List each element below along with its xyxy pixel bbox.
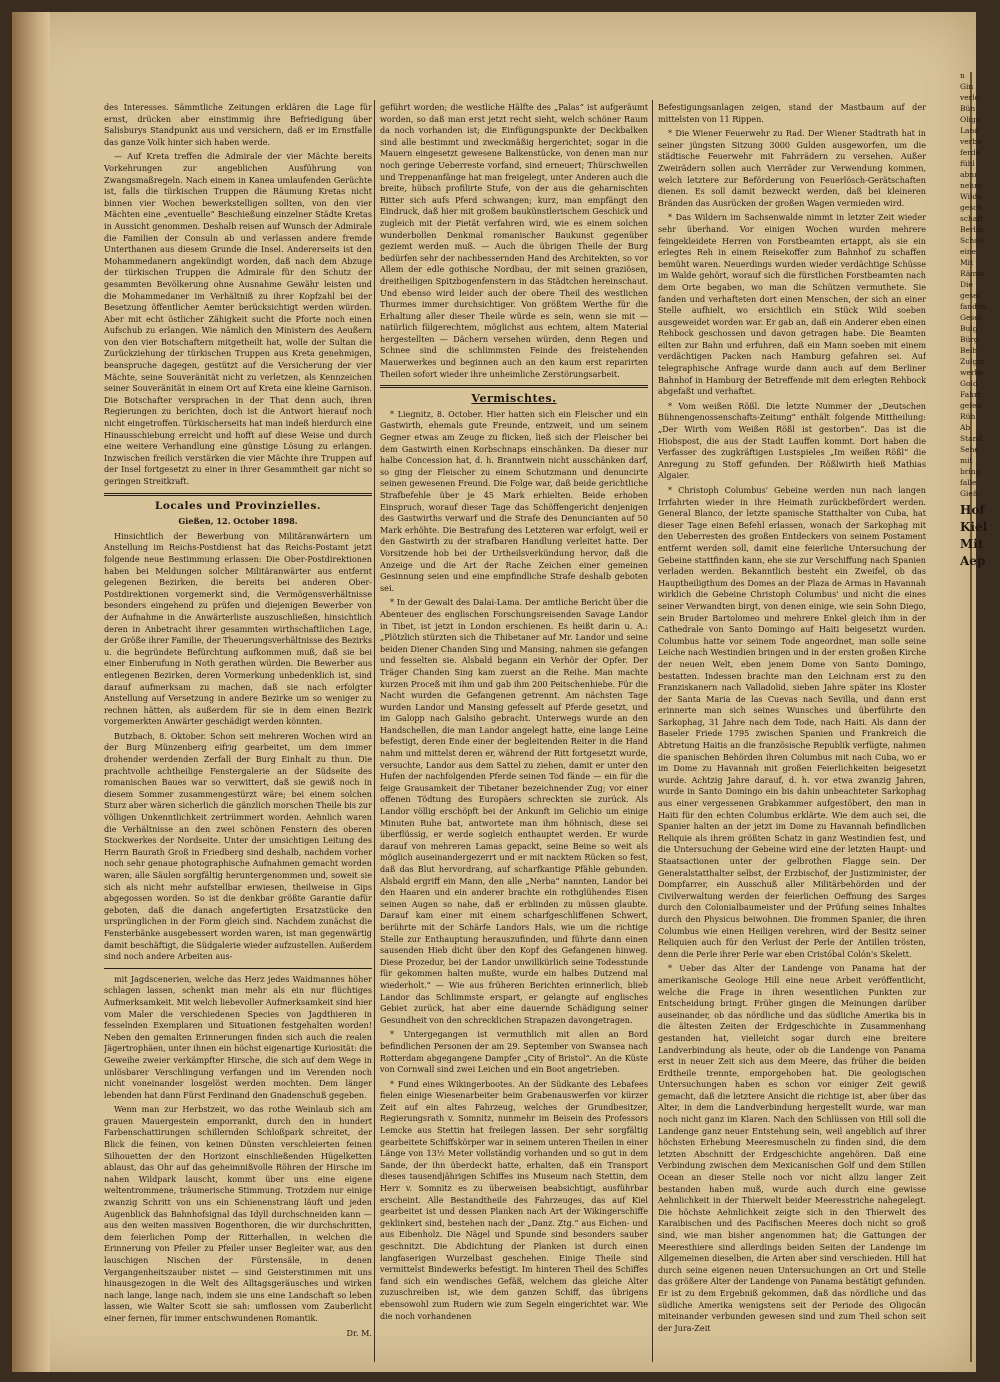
article-burg-continued: geführt worden; die westliche Hälfte des „Palas“ ist aufgeräumt worden, so daß man erst jetzt recht sieht, welch schöner Raum da noch vorhanden ist; die Einfügungspunkte der Deckbalken sind alle bestimmt und zweckmäßig hergerichtet; sogar in die Mauern eingesetzt gewesene Balkenstücke, von denen man nur noch geringe Ueberreste vorfand, sind erneuert; Thürschwellen und Treppenanfänge hat man freigelegt, unter Anderen auch die breite, hübsch profilirte Stufe, von der aus die geharnischten Ritter sich aufs Pferd schwangen; kurz, man empfängt den Eindruck, daß hier mit großem baukünstlerischem Geschick und zugleich mit der Pietät verfahren wird, wie es einem solchen wunderbollen Denkmal romanischer Baukunst gegenüber geziemt werden muß. — Auch die übrigen Theile der Burg bedürfen sehr der nachbessernden Hand des Architekten, so vor Allem der edle gothische Nordbau, der mit seinen graziösen, dreitheiligen Spitzbogenfenstern in das Städtchen hereinschaut. Und ebenso wird leider auch der obere Theil des westlichen Thurmes immer durchsichtiger. Von größtem Werthe für die Erhaltung aller dieser Theile würde es sein, wenn sie mit — natürlich fülgerechtem, möglichst aus echtem, altem Material hergestellten — Dächern versehen würden, denn Regen und Schnee sind die schlimmsten Feinde des freistehenden Mauerwerkes und beginnen auch an den kaum erst reparirten Theilen sofort wieder ihre unheimliche Zerstörungsarbeit. [380,102,648,379]
feuilleton-jagd: mit Jagdscenerien, welche das Herz jedes Waidmannes höher schlagen lassen, schenkt man mehr als ein nur flüchtiges Aufmerksamkeit. Mit welch liebevoller Aufmerksamkeit sind hier vom Maler die verschiedenen Species von Jagdthieren in fesselnden Exemplaren und Situationen festgehalten worden! Neben den gemalten Erinnerungen finden sich auch die realen Jägertrophäen, unter ihnen ein höchst eigenartige Kuriosität: die Geweihe zweier verkämpfter Hirsche, die sich auf dem Wege in unlösbarer Verschlingung verfangen und im Verenden noch nicht voneinander losgelöst werden mochten. Dem länger lebenden hat dann Fürst Ferdinand den Gnadenschuß gegeben. [104,973,372,1100]
section-heading-misc: Vermischtes. [471,392,557,406]
article-kreta: — Auf Kreta treffen die Admirale der vier Mächte bereits Vorkehrungen zur angeblichen Ausführung von Zwangsmaßregeln. Nach einem in Kanea umlaufenden Gerüchte ist, falls die türkischen Truppen die Räumung Kretas nicht binnen vier Wochen bewerkstelligen sollten, von den vier Mächten eine „eventuelle“ Beschießung einzelner Städte Kretas in Aussicht genommen. Deshalb reisen auf Wunsch der Admirale die Familien der Consuln ab und verlassen andere fremde Unterthanen aus diesem Grunde die Insel. Andererseits ist den Mohammedanern angekündigt worden, daß nach dem Abzuge der türkischen Truppen die Admirale für den Schutz der gesammten Bevölkerung ohne Ausnahme Gewähr leisten und die Mohammedaner im Verhältniß zu ihrer Kopfzahl bei der Besetzung öffentlicher Aemter berücksichtigt werden würden. Aber mit echt östlicher Zähigkeit sucht die Pforte noch einen Aufschub zu erlangen. Wie nämlich den Ministern des Aeußern von den vier Botschaftern mitgetheilt hat, wolle der Sultan die Zurückziehung der türkischen Truppen aus Kreta genehmigen, beanspruche dagegen, gestützt auf die Versicherung der vier Mächte, seine Souveränität nicht zu verletzen, als Kennzeichen seiner Souveränität in einem Ort auf Kreta eine kleine Garnison. Die Botschafter versprachen in der That denn auch, ihren Regierungen zu berichten, doch ist die Antwort hierauf noch nicht eingetroffen. Türkischerseits hat man indeß hierdurch eine Hinausschiebung erreicht und hofft auf diese Weise und durch eine weitere Verhandlung eine günstige Lösung zu erlangen. Inzwischen freilich verstärken die vier Mächte ihre Truppen auf der Insel fortgesetzt zu einer in ihrer Gesammtheit gar nicht so geringen Streitkraft. [104,151,372,486]
article-sachsenwald: * Das Wildern im Sachsenwalde nimmt in letzter Zeit wieder sehr überhand. Vor einigen Wochen wurden mehrere feingekleidete Herren von Forstbeamten ertappt, als sie ein erlegtes Reh in einem Reisekoffer zum Bahnhof zu schaffen bemüht waren. Neuerdings wurden wieder verdächtige Schüsse im Walde gehört, worauf sich die fürstlichen Forstbeamten nach dem Orte begaben, wo man die Schützen vermuthete. Sie fanden und verhafteten dort einen Menschen, der sich an einer Stelle aufhielt, wo ersichtlich ein Stück Wild soeben ausgeweidet worden war. Er gab an, daß ein Anderer eben einen Rehbock geschossen und davon getragen habe. Die Beamten eilten zur Bahn und erfuhren, daß ein Mann soeben mit einem verdächtigen Packen nach Hamburg gefahren sei. Auf telegraphische Anfrage wurde dann auch auf dem Berliner Bahnhof in Hamburg der Betreffende mit dem erlegten Rehbock abgefaßt und verhaftet. [658,212,926,397]
fragment-line: Land [960,126,980,135]
fragment-line: Schoö [960,236,984,245]
fragment-line: verlo [960,93,980,102]
fragment-line: schaft [960,214,984,223]
article-dalai-lama: * In der Gewalt des Dalai-Lama. Der amtliche Bericht über die Abenteuer des englischen Forschungsreisenden Savage Landor in Tibet, ist jetzt in London erschienen. Es heißt darin u. A.: „Plötzlich stürzten sich die Thibetaner auf Mr. Landor und seine beiden Diener Chanden Sing und Mansing, nahmen sie gefangen und fesselten sie. Alsbald begann ein Verhör der Opfer. Der Träger Chanden Sing kam zuerst an die Reihe. Man machte kurzen Proceß mit ihm und gab ihm 200 Peitschenhiebe. Für die Nacht wurden die Gefangenen getrennt. Am nächsten Tage wurden Landor und Mansing gefesselt auf Pferde gesetzt, und im Galopp nach Galsiho gebracht. Unterwegs wurde an den Handschellen, die man Landor angelegt hatte, eine lange Leine befestigt, deren Ende einer der begleitenden Reiter in die Hand nahm und mittelst deren er, während der Ritt fortgesetzt wurde, versuchte, Landor aus dem Sattel zu ziehen, damit er unter den Hufen der nachfolgenden Pferde seinen Tod fände — ein für die feige Grausamkeit der Tibetaner bezeichnender Zug; vor einer offenen Tödtung des Europäers schreckten sie zurück. Als Landor völlig erschöpft bei der Ankunft im Gelichio um einige Minuten Ruhe bat, antwortete man ihm höhnisch, diese sei überflüssig, er werde sogleich enthauptet werden. Er wurde darauf von mehreren Lamas gepackt, seine Beine so weit als möglich auseinandergezerrt und er mit nacktem Rücken so fest, daß das Blut hervordrang, auf scharfkantige Pfähle gebunden. Alsbald ergriff ein Mann, den alle „Nerba“ nannten, Landor bei den Haaren und ein anderer brachte ein rothglühendes Eisen seinen Augen so nahe, daß er erblinden zu müssen glaubte. Darauf kam einer mit einem scharfgeschliffenen Schwert, berührte mit der Schärfe Landors Hals, wie um die richtige Stelle zur Enthauptung herauszufinden, und führte dann einen sausenden Hieb dicht über den Kopf des Gefangenen hinweg. Diese Prozedur, bei der Landor unwillkürlich seine Todesstunde für gekommen halten mußte, wurde ein halbes Dutzend mal wiederholt.“ — Wie aus früheren Berichten erinnerlich, blieb Landor das Schlimmste erspart, er gelangte auf englisches Gebiet zurück, hat aber eine dauernde Schädigung seiner Gesundheit von den schrecklichen Strapazen davongetragen. [380,597,648,1025]
fragment-line: Gesel [960,313,982,322]
fragment-line: Rüh [960,412,976,421]
section-heading-local: Locales und Provinzielles. [154,499,322,512]
column-3 [658,102,926,1367]
fragment-line: Gieß [960,489,978,498]
fragment-line: n [960,71,965,80]
ad-fragment-mit: Mit [960,537,984,551]
article-butzbach: Butzbach, 8. Oktober. Schon seit mehreren Wochen wird an der Burg Münzenberg eifrig gearbeitet, um dem immer drohender werdenden Zerfall der Burg Einhalt zu thun. Die prachtvolle achtheilige Fenstergalerie an der Südseite des romanischen Baues war so verwittert, daß sie gewiß noch in diesem Sommer zusammengestürzt wäre; bei einem solchen Sturz aber wären sicherlich die gänzlich morschen Theile bis zur völligen Unkenntlichkeit zertrümmert worden. Aehnlich waren die Verhältnisse an den zwei schönen Fenstern des oberen Stockwerkes der Nordseite. Unter der umsichtigen Leitung des Herrn Baurath Groß in Friedberg sind deshalb, nachdem vorher noch sehr genaue photographische Aufnahmen gemacht worden waren, alle Säulen sorgfältig heruntergenommen und, soweit sie sich als nicht mehr aufstellbar erwiesen, theilweise in Gips abgegossen worden. So ist die denkbar größte Garantie dafür geboten, daß die danach angefertigten Ersatzstücke den ursprünglichen in der Form gleich sind. Nachdem zunächst die Fensterbänke ausgebessert worden waren, ist man gegenwärtig damit beschäftigt, die Südgalerie wieder aufzustellen. Außerdem sind noch andere Arbeiten aus- [104,730,372,962]
article-columbus: * Christoph Columbus' Gebeine werden nun nach langen Irrfahrten wieder in ihre Heimath zurückbefördert werden. General Blanco, der letzte spanische Statthalter von Cuba, hat dieser Tage einen Befehl erlassen, wonach der Sarkophag mit den Ueberresten des großen Entdeckers von seinem Postament entfernt werden soll, damit eine feierliche Untersuchung der Gebeine stattfinden kann, ehe sie zur Verschiffung nach Spanien verladen werden. Bekanntlich besteht ein Zweifel, ob das Hauptheiligthum des Domes an der Plaza de Armas in Havannah wirklich die Gebeine Christoph Columbus' und nicht die eines seiner Verwandten birgt, von denen einige, wie sein Sohn Diego, sein Bruder Bartolomeo und mehrere Enkel gleich ihm in der Cathedrale von Santo Domingo auf Haiti beigesetzt wurden. Columbus hatte vor seinem Tode angeordnet, man solle seine Leiche nach Westindien bringen und in der ersten großen Kirche der neuen Welt, eben jenem Dome von Santo Domingo, bestatten. Indessen brachte man den Leichnam erst zu den Franziskanern nach Valladolid, sieben Jahre später ins Kloster der Santa Maria de las Cuevas nach Sevilla, und dann erst erinnerte man sich seines Wunsches und überführte den Sarkophag, 31 Jahre nach dem Tode, nach Haiti. Als dann der Baseler Friede 1795 zwischen Spanien und Frankreich die Abtretung Haitis an die französische Republik verfügte, nahmen die spanischen Behörden ihren Columbus mit nach Cuba, wo er im Dome zu Havannah mit großen Feierlichkeiten beigesetzt wurde. Achtzig Jahre darauf, d. h. vor etwa zwanzig Jahren, wurde in Santo Domingo ein bis dahin unbeachteter Sarkophag aus einer vergessenen Grabkammer aufgestöbert, den man in Haiti für den echten Columbus erklärte. Wie dem auch sei, die Spanier halten an der jetzt im Dome zu Havannah befindlichen Reliquie als ihrem größten Schatz in ganz Westindien fest, und die Untersuchung der Gebeine wird eine der letzten Haupt- und Staatsactionen unter der gelbrothen Flagge sein. Der Generalstatthalter selbst, der Erzbischof, der Justizminister, der Dompfarrer, ein Ausschuß aller Militärbehörden und der Civilverwaltung werden der feierlichen Oeffnung des Sarges durch den Colonialbaumeister und der Prüfung seines Inhaltes durch den Physicus beiwohnen. Die frommen Spanier, die ihren Columbus wie einen Heiligen verehren, wird der Besitz seiner Reliquien auch für den Verlust der Perle der Antillen trösten, denn die Perle ihrer Perle war eben Cristóbal Colón's Skelett. [658,485,926,959]
article-dampfer: * Untergegangen ist vermuthlich mit allen an Bord befindlichen Personen der am 29. September von Swansea nach Rotterdam abgegangene Dampfer „City of Bristol“. An die Küste von Cornwall sind zwei Leichen und ein Boot angetrieben. [380,1029,648,1075]
feuilleton-herbst: Wenn man zur Herbstzeit, wo das rothe Weinlaub sich am grauen Mauergestein emporrankt, durch den in hundert Farbenschattirungen schillernden Schloßpark schreitet, der Blick die feinen, von keinen Dünsten verschleierten feinen Silhouetten der den Horizont einschließenden Hügelketten ablaust, das Ohr auf das geheimnißvolle Röhren der Hirsche im nahen Wildpark lauscht, kommt über uns eine eigene weltentrommene, träumerische Stimmung. Trotzdem nur einige zwanzig Schritt von uns ein Schienenstrang läuft und jeden Augenblick das Bahnhofsignal das Idyll durchschneiden kann — aus den weiten massiven Bogenthoren, die wir durchschritten, dem feierlichen Pomp der Ritterhallen, in welchen die Erinnerung von Pfeiler zu Pfeiler unser Begleiter war, aus den lauschigen Nischen der Fürstensäle, in denen Vergangenheitszauber nistet — sind Geisterstimmen mit uns hinausgezogen in die Welt des Alltagsgeräusches und wirken nach lange, lange nach, indem sie uns eine Landschaft so leben lassen, wie Walter Scott sie sah: umflossen vom Zauberlicht einer fernen, für immer entschwundenen Romantik. [104,1104,372,1323]
fragment-list [960,70,998,499]
fragment-line: nehm [960,181,982,190]
article-panama: * Ueber das Alter der Landenge von Panama hat der amerikanische Geologe Hill eine neue Arbeit veröffentlicht, welche die Frage in ihren wesentlichen Punkten zur Entscheidung bringt. Früher gingen die Meinungen darüber auseinander, ob das nördliche und das südliche Amerika bis in die ältesten Zeiten der Erdgeschichte in Zusammenhang gestanden hat, vielleicht sogar durch eine breitere Landverbindung als heute, oder ob die Landenge von Panama erst in neuer Zeit sich aus dem Meere, das früher die beiden Erdtheile trennte, emporgehoben hat. Die geologischen Untersuchungen haben es schon vor einiger Zeit gewiß gemacht, daß die letztere Ansicht die richtige ist, aber über das Alter, in dem die Landverbindung hergestellt wurde, war man noch nicht ganz im Klaren. Nach den Schlüssen von Hill soll die Landenge ganz neuer Entstehung sein, weil angeblich auf ihrer höchsten Erhebung Meeresmuscheln zu finden sind, die dem letzten Abschnitt der Erdgeschichte angehören. Daß eine Verbindung zwischen dem Mexicanischen Golf und dem Stillen Ocean an dieser Stelle noch vor nicht allzu langer Zeit bestanden haben muß, wurde auch durch eine gewisse Aehnlichkeit in der Thierwelt beider Meeresstriche nahegelegt. Die höchste Aehnlichkeit zeigte sich in den Thierwelt des Karaibischen und des Pacifischen Meeres doch nicht so groß sind, wie man bisher angenommen hat; die Gattungen der Meeresthiere sind allerdings beiden Seiten der Landenge im Allgemeinen dieselben, die Arten aber sind verschieden. Hill hat durch seine eigenen neuen Untersuchungen an Ort und Stelle das größere Alter der Landenge von Panama bestätigt gefunden. Er ist zu dem Ergebniß gekommen, daß das nördliche und das südliche Amerika wenigstens seit der Periode des Oligocän miteinander verbunden gewesen sind und zum Theil schon seit der Jura-Zeit [658,963,926,1333]
fragment-line: Beih [960,346,978,355]
fragment-line: falle [960,478,977,487]
article-feuerwehr: * Die Wiener Feuerwehr zu Rad. Der Wiener Stadtrath hat in seiner jüngsten Sitzung 3000 Gulden ausgeworfen, um die städtische Feuerwehr mit Fahrrädern zu versehen. Außer Zweirädern sollen auch Vierräder zur Verwendung kommen, welch letztere zur Beförderung von Feuerlösch-Gerätschaften dienen. Es soll damit bezweckt werden, daß bei kleineren Bränden das Ausrücken der großen Wagen vermieden wird. [658,128,926,208]
fragment-line: ferde [960,148,981,157]
fragment-line: eine [960,247,977,256]
fragment-line: mit [960,456,973,465]
fragment-line: Gin [960,82,974,91]
author-signature: Dr. M. [346,1327,372,1338]
article-wikingerboot-end: Befestigungsanlagen zeigen, stand der Mastbaum auf der mittelsten von 11 Rippen. [658,102,926,124]
fragment-line: gesel [960,291,980,300]
fragment-line: abnı [960,170,977,179]
adjacent-page-fragments [960,70,998,1360]
article-liegnitz: * Liegnitz, 8. October. Hier hatten sich ein Fleischer und ein Gastwirth, ehemals gute Freunde, entzweit, und um seinem Gegner etwas am Zeuge zu flicken, ließ sich der Fleischer bei dem Gastwirth einen Korbschnaps einschänken. Da dieser nur halbe Concession hat, d. h. Branntwein nicht ausschänken darf, so ging der Fleischer zu einem Schutzmann und denuncirte seinen gewesenen Freund. Die Folge war, daß beide gerichtliche Strafbefehle über je 45 Mark erhielten. Beide erhoben Einspruch, worauf dieser Tage das Schöffengericht denjenigen des Gastwirths verwarf und die Strafe des Denuncianten auf 50 Mark erhöhte. Die Bestrafung des Letzteren war erfolgt, weil er den Gastwirth zu der strafbaren Handlung verleitet hatte. Der Vorsitzende hob bei der Urtheilsverkündung hervor, daß die Anzeige und die Art der Rache Zeichen einer gemeinen Gesinnung seien und eine empfindliche Strafe deshalb geboten sei. [380,408,648,593]
article-militaeranwaerter: Hinsichtlich der Bewerbung von Militäranwärtern um Anstellung im Reichs-Postdienst hat das Reichs-Postamt jetzt folgende neue Bestimmung erlassen: Die Ober-Postdirektionen haben bei Meldungen solcher Militäranwärter aus entfernt gelegenen Bezirken, die bereits bei anderen Ober-Postdirektionen vorgemerkt sind, die Vermögensverhältnisse besonders eingehend zu prüfen und diejenigen Bewerber von der Aufnahme in die Anwärterliste auszuschließen, hinsichtlich deren in Anbetracht ihrer gesammten wirthschaftlichen Lage, der Größe ihrer Familie, der Theuerungsverhältnisse des Bezirks u. die begründete Befürchtung aufkommen muß, daß sie bei einer Einberufung in Noth gerathen würden. Die Bewerber aus entlegenen Bezirken, deren Vormerkung unbedenklich ist, sind darauf aufmerksam zu machen, daß sie nach erfolgter Anstellung auf Versetzung in andere Bezirke um so weniger zu rechnen hätten, als außerdem für sie in dem einen Bezirk vorgemerkten Anwärter geschädigt werden könnten. [104,530,372,727]
fragment-line: fühl [960,159,975,168]
fragment-line: Berlin [960,225,984,234]
fragment-line: Zulgm [960,357,985,366]
section-divider [380,385,648,388]
fragment-line: Bulg [960,324,978,333]
fragment-line: Oligo [960,115,981,124]
fragment-line: Stand [960,434,983,443]
fragment-line: bring [960,467,981,476]
ad-fragment-aep: Aep [960,554,986,568]
fragment-line: Gold [960,379,978,388]
ad-fragment-kiel: Kiel [960,520,988,534]
fragment-line: werke [960,368,984,377]
fragment-line: Mit [960,258,974,267]
book-binding [12,12,50,1372]
article-wikingerboot: * Fund eines Wikingerbootes. An der Südkante des Lebafees fielen einige Wiesenarbeiter beim Grabenauswerfen vor kürzer Zeit auf ein altes Fahrzeug, welches der Grundbesitzer, Regierungsrath v. Somnitz, nunmehr im Beisein des Professors Lemcke aus Stettin hat freilegen lassen. Der sehr sorgfältig gearbeitete Schiffskörper war in seinem unteren Theilen in einer Länge von 13½ Meter vollständig vorhanden und so gut in dem Sande, der ihn überdeckt hatte, erhalten, daß ein Transport dieses tausendjährigen Schiffes ins Museum nach Stettin, dem Herr v. Somnitz es zu überweisen beabsichtigt, ausführbar erscheint. Alle Bestandtheile des Fahrzeuges, das auf Kiel gearbeitet ist und dessen Planken nach Art der Wikingerschiffe geklinkert sind, bestehen nach der „Danz. Ztg.“ aus Eichen- und aus Eibenholz. Die Nägel und Spunde sind besonders sauber geschnitzt. Die Abdichtung der Planken ist durch einen langfaserigen Wurzelbast geschehen. Einige Theile sind vermittelst Bindewerks befestigt. Im hinteren Theil des Schiffes fand sich ein wendisches Gefäß, welchem das gleiche Alter zuzuschreiben ist, wie dem ganzen Schiff, das übrigens ebensowohl zum Rudern wie zum Segeln eingerichtet war. Wie die noch vorhandenen [380,1078,648,1321]
column-rule [652,100,653,1362]
section-divider [104,493,372,496]
fragment-line: Die [960,280,973,289]
ad-fragment-hof: Hof [960,503,985,517]
article-intro: des Interesses. Sämmtliche Zeitungen erklären die Lage für ernst, drücken aber einstimmig ihre Befriedigung über Salisburys Standpunkt aus und versichern, daß er im Ernstfalle das ganze Volk hinter sich haben werde. [104,102,372,147]
fragment-line: Bürg [960,335,979,344]
fragment-line: Rämm [960,269,985,278]
fragment-line: Fahrr [960,390,982,399]
feuilleton-divider [104,968,372,969]
newspaper-page [12,12,976,1372]
fragment-line: verbu [960,137,982,146]
fragment-line: gesch [960,203,983,212]
fragment-line: Wildu [960,192,983,201]
fragment-line: gefen [960,401,982,410]
column-2 [380,102,648,1367]
article-weisses-roessl: * Vom weißen Rößl. Die letzte Nummer der „Deutschen Bühnengenossenschafts-Zeitung“ enthält folgende Mittheilung: „Der Wirth vom Weißen Rößl ist gestorben“. Das ist die Hiobspost, die aus der Stadt Lauffen kommt. Dort haben die Verfasser des zugkräftigen Lustspieles „Im weißen Rößl“ die Anregung zu Stoff gefunden. Der Rößlwirth hieß Mathias Algaier. [658,400,926,481]
dateline: Gießen, 12. October 1898. [178,516,298,527]
fragment-line: fanden [960,302,987,311]
column-1 [104,102,372,1362]
fragment-line: Ab [960,423,971,432]
fragment-line: Bün [960,104,976,113]
column-rule [374,100,375,1362]
fragment-line: Sehe [960,445,979,454]
